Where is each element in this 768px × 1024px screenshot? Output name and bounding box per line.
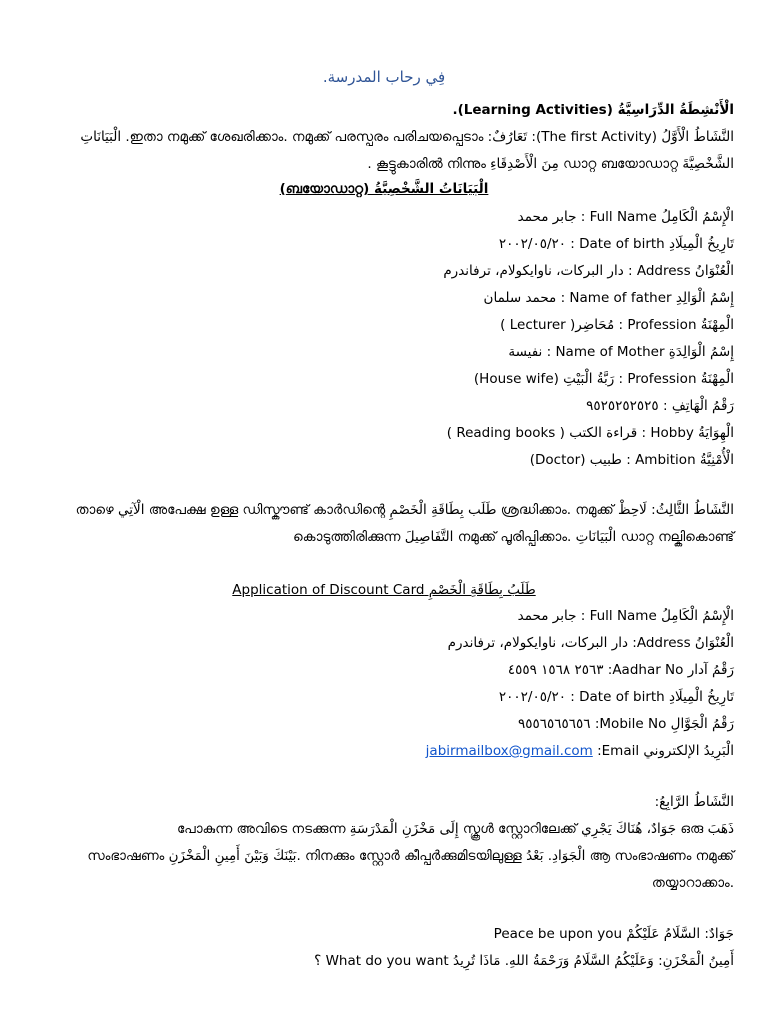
dialog-line-storekeeper: أَمِينُ الْمَخْزَنِ: وَعَلَيْكُمُ السَّلَامُ وَرَحْمَةُ اللهِ. مَاذَا تُرِيدُ What do you want ؟ [314,953,734,969]
activity1-intro-line2: الشَّخْصِيَّةَ ഡാറ്റ ബയോഡാറ്റ مِنَ الْأَصْدِقَاءِ കൂട്ടുകാരില്‍ നിന്നും . [367,156,734,172]
card-email-link[interactable]: jabirmailbox@gmail.com [425,743,593,759]
biodata-mother-profession: الْمِهْنَةُ Profession : رَبَّةُ الْبَيْتِ (House wife) [473,371,734,387]
card-email-label: الْبَرِيدُ الإلكتروني Email: [597,743,734,759]
biodata-heading: الْبَيَانَاتُ الشَّخْصِيَّةُ (ബയോഡാറ്റ) [279,181,489,197]
card-aadhar-no: رَقْمُ آدار Aadhar No: ٢٥٦٣ ١٥٦٨ ٤٥٥٩ [507,662,734,678]
activity4-heading: النَّشَاطُ الرَّابِعُ: [654,794,734,810]
activity4-line3: തയ്യാറാക്കാം. [651,875,734,891]
biodata-father-profession: الْمِهْنَةُ Profession : مُحَاضِر( Lecturer ) [500,317,734,333]
discount-card-heading: طَلَبُ بِطَاقَةِ الْخَصْمِ Application of Discount Card [232,582,536,598]
biodata-full-name: الْإِسْمُ الْكَامِلُ Full Name : جابر محمد [517,209,734,225]
biodata-phone: رَقْمُ الْهَاتِفِ : ٩٥٢٥٢٥٢٥٢٥ [586,398,734,414]
card-address: الْعُنْوَانُ Address: دار البركات، ناوايكولام، ترفاندرم [447,635,734,651]
biodata-mother-name: إِسْمُ الْوَالِدَةِ Name of Mother : نفيسة [508,344,734,360]
activity1-intro-line1: النَّشَاطُ الْأَوَّلُ (The first Activity): تَعَارُفٌ: ഇതാ നമുക്ക് ശേഖരിക്കാം. നമുക്ക് പരസ്പരം പരിചയപ്പെടാം. الْبَيَانَاتِ [80,129,734,145]
dialog-line-jawad: جَوَادٌ: السَّلَامُ عَلَيْكُمْ Peace be upon you [493,926,734,942]
activities-heading: الْأَنْشِطَةُ الدِّرَاسِيَّةُ (Learning Activities). [452,102,734,118]
card-date-of-birth: تَارِيخُ الْمِيلَادِ Date of birth : ٢٠٠٢/٠٥/٢٠ [498,689,734,705]
biodata-date-of-birth: تَارِيخُ الْمِيلَادِ Date of birth : ٢٠٠٢/٠٥/٢٠ [498,236,734,252]
biodata-father-name: إِسْمُ الْوَالِدِ Name of father : محمد سلمان [483,290,734,306]
activity4-line2: സംഭാഷണം بَيْنَكَ وَبَيْنَ أَمِينِ الْمَخْزَنِ. നിനക്കും സ്റ്റോർ കീപ്പർക്കുമിടയിലുള്ള الْجَوَادِ. بَعْدُ ആ സംഭാഷണം നമുക്ക് [87,848,734,864]
biodata-hobby: الْهِوَايَةُ Hobby : قراءة الكتب ( Reading books ) [446,425,734,441]
card-mobile-no: رَقْمُ الْجَوَّالِ Mobile No: ٩٥٥٦٥٦٥٦٥٦ [518,716,734,732]
activity4-line1: ذَهَبَ ഒരു جَوَادٌ، هُنَاكَ يَجْرِي സ്കൂൾ സ്റ്റോറിലേക്ക് إِلَى مَخْزَنِ الْمَدْرَسَةِ പോകുന്ന അവിടെ നടക്കുന്ന [176,821,734,837]
activity3-intro-line2: കൊടുത്തിരിക്കുന്ന التَّفَاصِيلَ നമുക്ക് പൂരിപ്പിക്കാം. الْبَيَانَاتِ ഡാറ്റ നല്കികൊണ്ട് [293,529,734,545]
page-title: فِي رحاب المدرسة. [322,68,446,86]
card-email-row [34,742,734,760]
biodata-address: الْعُنْوَانُ Address : دار البركات، ناوايكولام، ترفاندرم [443,263,734,279]
activity3-intro-line1: النَّشَاطُ الثَّالِثُ: لَاحِظْ ശ്രദ്ധിക്കാം. നമുക്ക് طَلَب بِطَاقَةِ الْخَصْمِ അപേക്ഷ ഉള്ള ഡിസ്കൗണ്ട് കാർഡിന്റെ الْآتِي താഴെ [75,502,734,518]
card-full-name: الْإِسْمُ الْكَامِلُ Full Name : جابر محمد [517,608,734,624]
biodata-ambition: الْأُمْنِيَّةُ Ambition : طبيب (Doctor) [529,452,734,468]
